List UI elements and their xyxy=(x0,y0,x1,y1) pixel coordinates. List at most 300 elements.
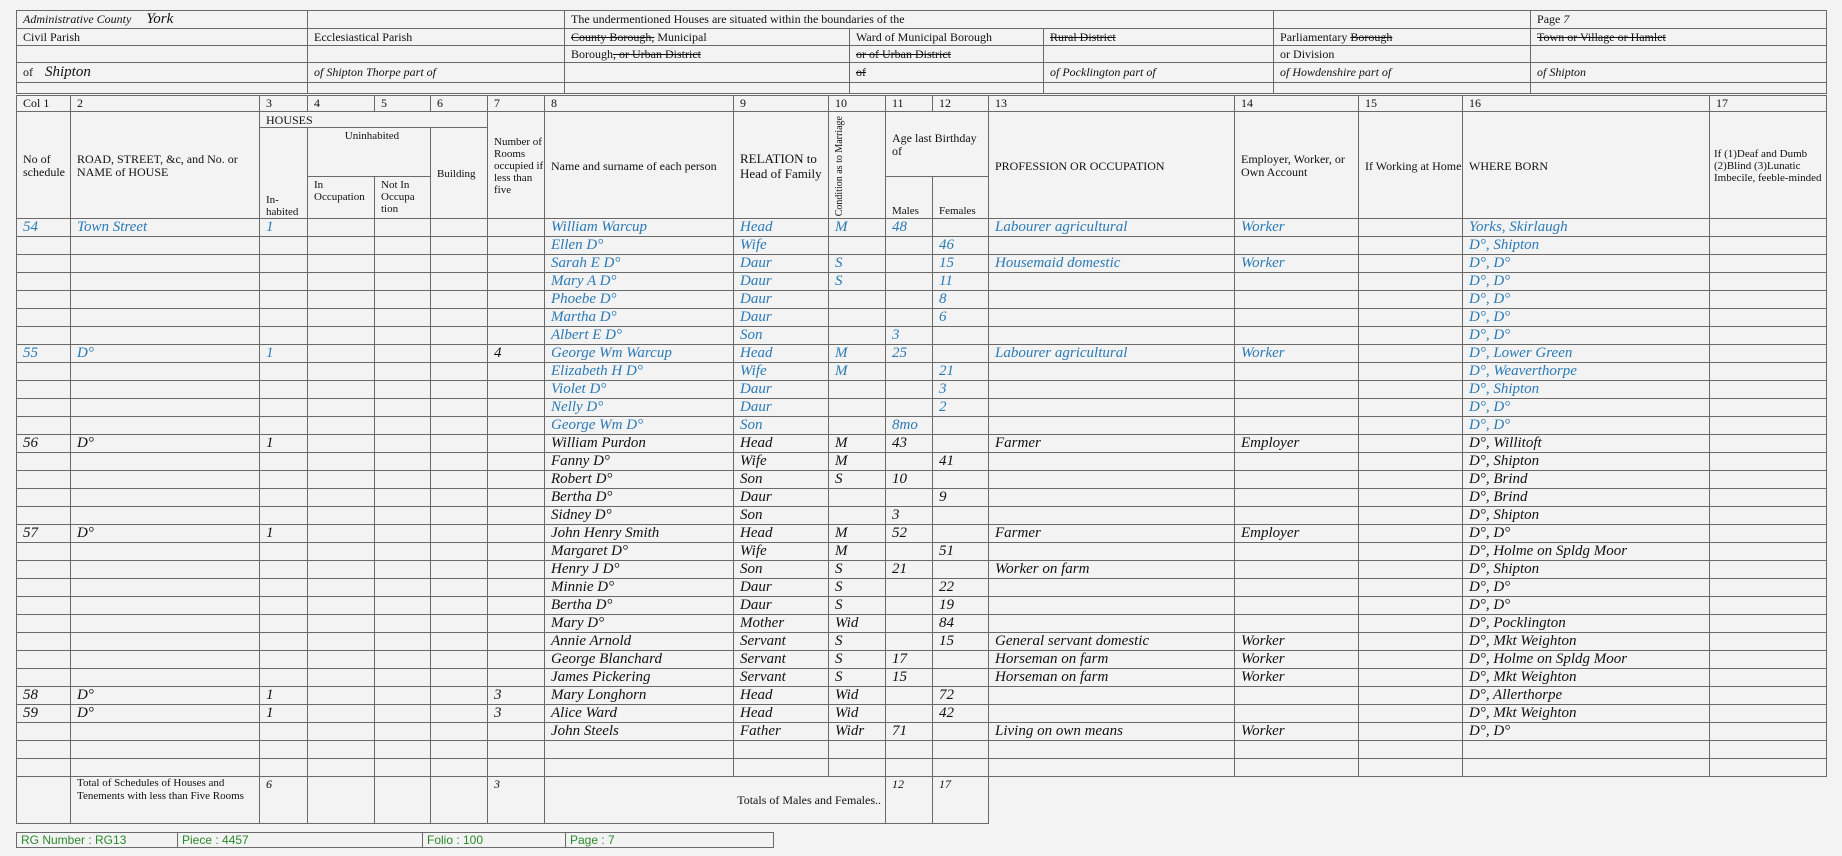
in-occupation-cell xyxy=(308,435,375,453)
schedule-cell xyxy=(17,399,71,417)
where-born-cell: D°, Mkt Weighton xyxy=(1463,669,1710,687)
building-cell xyxy=(431,327,488,345)
male-age-cell: 43 xyxy=(886,435,933,453)
where-born-cell: D°, D° xyxy=(1463,723,1710,741)
employer-cell xyxy=(1235,309,1359,327)
inhabited-cell xyxy=(260,471,308,489)
working-home-cell xyxy=(1359,723,1463,741)
not-in-occupation-cell xyxy=(375,651,431,669)
where-born-cell: D°, D° xyxy=(1463,309,1710,327)
road-cell xyxy=(71,597,260,615)
inhabited-cell xyxy=(260,327,308,345)
totals-inhabited: 6 xyxy=(260,777,308,824)
infirmity-cell xyxy=(1710,345,1827,363)
rooms-cell xyxy=(488,363,545,381)
inhabited-cell xyxy=(260,507,308,525)
name-cell xyxy=(545,759,734,777)
male-age-cell xyxy=(886,489,933,507)
name-cell: George Wm Warcup xyxy=(545,345,734,363)
name-cell: Bertha D° xyxy=(545,489,734,507)
schedule-cell xyxy=(17,723,71,741)
in-occupation-cell xyxy=(308,759,375,777)
blank-cell xyxy=(1044,46,1274,63)
male-age-cell xyxy=(886,363,933,381)
page-label: Page xyxy=(1537,12,1561,26)
relation-cell: Wife xyxy=(734,543,829,561)
not-in-occupation-cell xyxy=(375,759,431,777)
header-houses: HOUSES xyxy=(260,112,488,128)
relation-cell: Daur xyxy=(734,399,829,417)
blank-cell xyxy=(375,777,431,824)
condition-cell xyxy=(829,399,886,417)
name-cell: Sarah E D° xyxy=(545,255,734,273)
ward-urban-cell xyxy=(850,46,1044,63)
infirmity-cell xyxy=(1710,237,1827,255)
table-row xyxy=(17,309,1827,327)
not-in-occupation-cell xyxy=(375,615,431,633)
male-age-cell xyxy=(886,597,933,615)
ward-label: Ward of Municipal Borough xyxy=(850,29,1044,46)
in-occupation-cell xyxy=(308,381,375,399)
page-cell xyxy=(1531,11,1827,29)
in-occupation-cell xyxy=(308,417,375,435)
occupation-cell: Living on own means xyxy=(989,723,1235,741)
in-occupation-cell xyxy=(308,273,375,291)
infirmity-cell xyxy=(1710,327,1827,345)
where-born-cell: D°, Willitoft xyxy=(1463,435,1710,453)
infirmity-cell xyxy=(1710,597,1827,615)
road-cell xyxy=(71,507,260,525)
working-home-cell xyxy=(1359,525,1463,543)
in-occupation-cell xyxy=(308,561,375,579)
building-cell xyxy=(431,759,488,777)
male-age-cell: 3 xyxy=(886,327,933,345)
col-num: 7 xyxy=(488,96,545,112)
employer-cell xyxy=(1235,363,1359,381)
rooms-cell xyxy=(488,453,545,471)
male-age-cell: 21 xyxy=(886,561,933,579)
schedule-cell xyxy=(17,291,71,309)
road-cell xyxy=(71,237,260,255)
schedule-cell: 56 xyxy=(17,435,71,453)
occupation-cell: Labourer agricultural xyxy=(989,345,1235,363)
rooms-cell xyxy=(488,525,545,543)
rooms-cell xyxy=(488,669,545,687)
relation-cell: Son xyxy=(734,471,829,489)
rooms-cell xyxy=(488,759,545,777)
schedule-cell xyxy=(17,273,71,291)
where-born-cell: D°, Brind xyxy=(1463,471,1710,489)
road-cell xyxy=(71,489,260,507)
where-born-cell: D°, D° xyxy=(1463,255,1710,273)
rooms-cell: 3 xyxy=(488,705,545,723)
occupation-cell: General servant domestic xyxy=(989,633,1235,651)
relation-cell: Daur xyxy=(734,291,829,309)
relation-cell: Head xyxy=(734,525,829,543)
infirmity-cell xyxy=(1710,759,1827,777)
building-cell xyxy=(431,687,488,705)
ward-of-cell xyxy=(850,63,1044,83)
header-males: Males xyxy=(886,177,933,219)
female-age-cell xyxy=(933,327,989,345)
in-occupation-cell xyxy=(308,597,375,615)
building-cell xyxy=(431,489,488,507)
condition-cell xyxy=(829,489,886,507)
not-in-occupation-cell xyxy=(375,471,431,489)
table-row xyxy=(17,705,1827,723)
female-age-cell: 8 xyxy=(933,291,989,309)
road-cell xyxy=(71,309,260,327)
not-in-occupation-cell xyxy=(375,525,431,543)
in-occupation-cell xyxy=(308,741,375,759)
infirmity-cell xyxy=(1710,309,1827,327)
where-born-cell: D°, D° xyxy=(1463,579,1710,597)
rooms-cell xyxy=(488,615,545,633)
male-age-cell xyxy=(886,255,933,273)
not-in-occupation-cell xyxy=(375,633,431,651)
rural-district-strike: Rural District xyxy=(1050,29,1116,44)
blank-cell xyxy=(989,777,1827,824)
or-division-text: or Division xyxy=(1274,46,1531,63)
table-row xyxy=(17,363,1827,381)
building-cell xyxy=(431,525,488,543)
building-cell xyxy=(431,381,488,399)
parliamentary-value: of Howdenshire part of xyxy=(1274,63,1531,83)
building-cell xyxy=(431,741,488,759)
employer-cell: Worker xyxy=(1235,669,1359,687)
schedule-cell xyxy=(17,417,71,435)
rooms-cell xyxy=(488,435,545,453)
female-age-cell: 19 xyxy=(933,597,989,615)
occupation-cell xyxy=(989,687,1235,705)
in-occupation-cell xyxy=(308,309,375,327)
where-born-cell: Yorks, Skirlaugh xyxy=(1463,219,1710,237)
working-home-cell xyxy=(1359,309,1463,327)
header-road: ROAD, STREET, &c, and No. or NAME of HOUSE xyxy=(71,112,260,219)
blank-cell xyxy=(17,46,308,63)
working-home-cell xyxy=(1359,507,1463,525)
occupation-cell xyxy=(989,705,1235,723)
civil-parish-cell xyxy=(17,63,308,83)
inhabited-cell xyxy=(260,453,308,471)
inhabited-cell xyxy=(260,633,308,651)
working-home-cell xyxy=(1359,453,1463,471)
table-row xyxy=(17,273,1827,291)
inhabited-cell: 1 xyxy=(260,345,308,363)
inhabited-cell xyxy=(260,723,308,741)
rooms-cell xyxy=(488,255,545,273)
blank-cell xyxy=(17,83,308,94)
blank-cell xyxy=(850,83,1044,94)
building-cell xyxy=(431,579,488,597)
condition-cell: M xyxy=(829,345,886,363)
occupation-cell: Horseman on farm xyxy=(989,669,1235,687)
civil-parish-value: Shipton xyxy=(45,64,91,80)
female-age-cell xyxy=(933,525,989,543)
relation-cell: Son xyxy=(734,417,829,435)
employer-cell xyxy=(1235,615,1359,633)
in-occupation-cell xyxy=(308,723,375,741)
inhabited-cell xyxy=(260,309,308,327)
occupation-cell xyxy=(989,507,1235,525)
road-cell xyxy=(71,633,260,651)
building-cell xyxy=(431,705,488,723)
condition-cell: S xyxy=(829,633,886,651)
where-born-cell xyxy=(1463,759,1710,777)
condition-cell: S xyxy=(829,561,886,579)
working-home-cell xyxy=(1359,327,1463,345)
col-num: 9 xyxy=(734,96,829,112)
table-row xyxy=(17,381,1827,399)
not-in-occupation-cell xyxy=(375,669,431,687)
name-cell: Minnie D° xyxy=(545,579,734,597)
rooms-cell xyxy=(488,309,545,327)
name-cell: Elizabeth H D° xyxy=(545,363,734,381)
borough-urban-cell xyxy=(565,46,850,63)
table-row xyxy=(17,669,1827,687)
female-age-cell: 42 xyxy=(933,705,989,723)
inhabited-cell: 1 xyxy=(260,687,308,705)
road-cell: D° xyxy=(71,525,260,543)
road-cell xyxy=(71,543,260,561)
employer-cell xyxy=(1235,543,1359,561)
schedule-cell xyxy=(17,633,71,651)
building-cell xyxy=(431,615,488,633)
table-row xyxy=(17,219,1827,237)
employer-cell xyxy=(1235,291,1359,309)
female-age-cell xyxy=(933,759,989,777)
rooms-cell xyxy=(488,633,545,651)
female-age-cell xyxy=(933,741,989,759)
occupation-cell xyxy=(989,741,1235,759)
rooms-cell xyxy=(488,327,545,345)
road-cell: D° xyxy=(71,687,260,705)
ward-of-strike: of xyxy=(856,65,866,79)
infirmity-cell xyxy=(1710,471,1827,489)
condition-cell: Widr xyxy=(829,723,886,741)
employer-cell: Worker xyxy=(1235,633,1359,651)
building-cell xyxy=(431,471,488,489)
schedule-cell: 54 xyxy=(17,219,71,237)
header-in-occupation: In Occupation xyxy=(308,177,375,219)
condition-cell: Wid xyxy=(829,705,886,723)
not-in-occupation-cell xyxy=(375,741,431,759)
col-num: 10 xyxy=(829,96,886,112)
name-cell: Phoebe D° xyxy=(545,291,734,309)
relation-cell xyxy=(734,759,829,777)
col-num: 5 xyxy=(375,96,431,112)
male-age-cell: 71 xyxy=(886,723,933,741)
in-occupation-cell xyxy=(308,399,375,417)
schedule-cell: 57 xyxy=(17,525,71,543)
where-born-cell: D°, Shipton xyxy=(1463,561,1710,579)
working-home-cell xyxy=(1359,381,1463,399)
schedule-cell xyxy=(17,255,71,273)
inhabited-cell xyxy=(260,615,308,633)
female-age-cell xyxy=(933,669,989,687)
road-cell xyxy=(71,561,260,579)
road-cell xyxy=(71,417,260,435)
name-cell: Sidney D° xyxy=(545,507,734,525)
working-home-cell xyxy=(1359,669,1463,687)
male-age-cell xyxy=(886,705,933,723)
male-age-cell xyxy=(886,741,933,759)
not-in-occupation-cell xyxy=(375,687,431,705)
schedule-header xyxy=(16,10,1827,94)
in-occupation-cell xyxy=(308,291,375,309)
female-age-cell: 46 xyxy=(933,237,989,255)
name-cell: Nelly D° xyxy=(545,399,734,417)
female-age-cell xyxy=(933,651,989,669)
table-row xyxy=(17,741,1827,759)
road-cell xyxy=(71,741,260,759)
schedule-cell xyxy=(17,543,71,561)
table-row xyxy=(17,579,1827,597)
female-age-cell xyxy=(933,471,989,489)
working-home-cell xyxy=(1359,471,1463,489)
not-in-occupation-cell xyxy=(375,291,431,309)
condition-cell: M xyxy=(829,453,886,471)
not-in-occupation-cell xyxy=(375,309,431,327)
in-occupation-cell xyxy=(308,471,375,489)
inhabited-cell xyxy=(260,237,308,255)
inhabited-cell: 1 xyxy=(260,525,308,543)
name-cell: Martha D° xyxy=(545,309,734,327)
or-urban-strike: , or Urban District xyxy=(613,46,701,61)
employer-cell: Worker xyxy=(1235,651,1359,669)
totals-rooms: 3 xyxy=(488,777,545,824)
road-cell: D° xyxy=(71,435,260,453)
table-row xyxy=(17,489,1827,507)
building-cell xyxy=(431,597,488,615)
building-cell xyxy=(431,291,488,309)
where-born-cell: D°, D° xyxy=(1463,399,1710,417)
schedule-cell xyxy=(17,453,71,471)
occupation-cell xyxy=(989,381,1235,399)
name-cell: Robert D° xyxy=(545,471,734,489)
road-cell xyxy=(71,273,260,291)
employer-cell xyxy=(1235,489,1359,507)
census-rows xyxy=(17,219,1827,777)
building-cell xyxy=(431,237,488,255)
female-age-cell: 3 xyxy=(933,381,989,399)
table-row xyxy=(17,615,1827,633)
page-value: 7 xyxy=(1563,12,1570,26)
header-schedule: No of schedule xyxy=(17,112,71,219)
blank-cell xyxy=(17,777,71,824)
schedule-cell xyxy=(17,363,71,381)
inhabited-cell: 1 xyxy=(260,705,308,723)
occupation-cell xyxy=(989,579,1235,597)
condition-cell xyxy=(829,309,886,327)
relation-cell: Daur xyxy=(734,597,829,615)
female-age-cell xyxy=(933,417,989,435)
condition-cell: S xyxy=(829,579,886,597)
male-age-cell: 25 xyxy=(886,345,933,363)
female-age-cell xyxy=(933,561,989,579)
not-in-occupation-cell xyxy=(375,561,431,579)
rg-number: RG Number : RG13 xyxy=(17,833,178,848)
borough-text: Borough xyxy=(571,46,613,61)
condition-cell: M xyxy=(829,543,886,561)
name-cell: Fanny D° xyxy=(545,453,734,471)
name-cell: John Henry Smith xyxy=(545,525,734,543)
totals-males: 12 xyxy=(886,777,933,824)
employer-cell xyxy=(1235,273,1359,291)
inhabited-cell xyxy=(260,597,308,615)
rooms-cell xyxy=(488,291,545,309)
not-in-occupation-cell xyxy=(375,273,431,291)
infirmity-cell xyxy=(1710,291,1827,309)
not-in-occupation-cell xyxy=(375,237,431,255)
table-row xyxy=(17,759,1827,777)
in-occupation-cell xyxy=(308,633,375,651)
infirmity-cell xyxy=(1710,255,1827,273)
county-borough-strike: County Borough, xyxy=(571,29,655,44)
rooms-cell xyxy=(488,507,545,525)
inhabited-cell: 1 xyxy=(260,219,308,237)
occupation-cell xyxy=(989,615,1235,633)
not-in-occupation-cell xyxy=(375,399,431,417)
header-uninhabited: Uninhabited xyxy=(308,128,431,177)
blank-cell xyxy=(431,777,488,824)
relation-cell: Daur xyxy=(734,579,829,597)
male-age-cell xyxy=(886,453,933,471)
condition-cell: S xyxy=(829,669,886,687)
name-cell: Margaret D° xyxy=(545,543,734,561)
boundaries-text: The undermentioned Houses are situated within the boundaries of the xyxy=(565,11,1274,29)
occupation-cell xyxy=(989,273,1235,291)
blank-cell xyxy=(1531,46,1827,63)
relation-cell xyxy=(734,741,829,759)
civil-parish-label: Civil Parish xyxy=(17,29,308,46)
blank-cell xyxy=(308,46,565,63)
table-row xyxy=(17,543,1827,561)
header-rooms: Number of Rooms occupied if less than five xyxy=(488,112,545,219)
rooms-cell xyxy=(488,219,545,237)
admin-county-cell xyxy=(17,11,308,29)
employer-cell xyxy=(1235,561,1359,579)
building-cell xyxy=(431,561,488,579)
col-num: 8 xyxy=(545,96,734,112)
road-cell xyxy=(71,363,260,381)
col-num: 14 xyxy=(1235,96,1359,112)
rooms-cell xyxy=(488,597,545,615)
municipal-text: Municipal xyxy=(654,29,707,44)
in-occupation-cell xyxy=(308,543,375,561)
infirmity-cell xyxy=(1710,741,1827,759)
male-age-cell: 52 xyxy=(886,525,933,543)
folio-number: Folio : 100 xyxy=(423,833,566,848)
female-age-cell: 15 xyxy=(933,255,989,273)
table-row xyxy=(17,291,1827,309)
infirmity-cell xyxy=(1710,615,1827,633)
col-num: 17 xyxy=(1710,96,1827,112)
schedule-cell xyxy=(17,579,71,597)
not-in-occupation-cell xyxy=(375,219,431,237)
name-cell: Albert E D° xyxy=(545,327,734,345)
employer-cell xyxy=(1235,237,1359,255)
header-where-born: WHERE BORN xyxy=(1463,112,1710,219)
blank-cell xyxy=(308,11,565,29)
working-home-cell xyxy=(1359,741,1463,759)
rural-value: of Pocklington part of xyxy=(1044,63,1274,83)
where-born-cell: D°, Shipton xyxy=(1463,237,1710,255)
building-cell xyxy=(431,633,488,651)
name-cell: Alice Ward xyxy=(545,705,734,723)
parliamentary-text: Parliamentary xyxy=(1280,29,1351,44)
road-cell xyxy=(71,759,260,777)
